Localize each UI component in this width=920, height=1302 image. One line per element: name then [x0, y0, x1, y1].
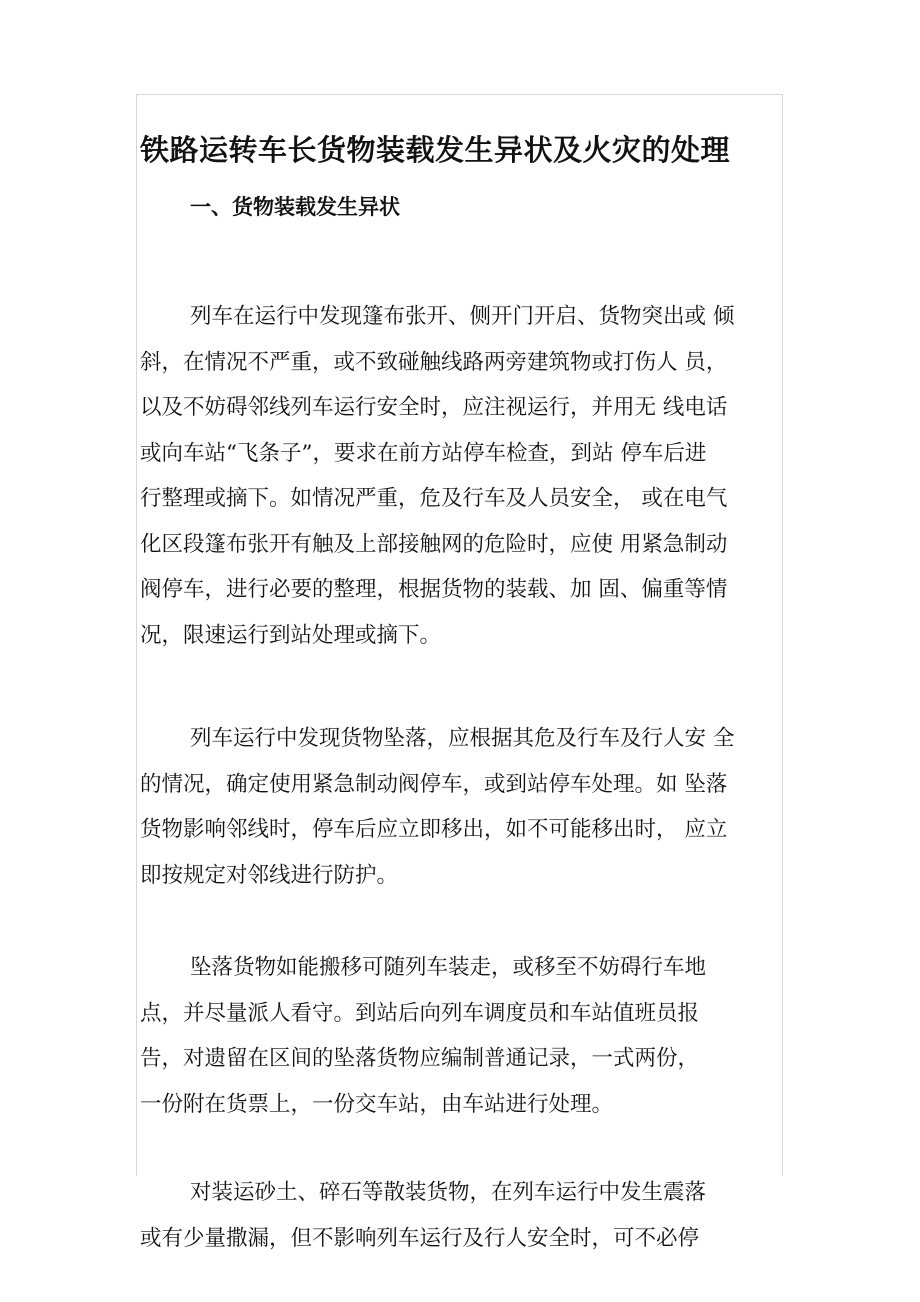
paragraph-line: 列车在运行中发现篷布张开、侧开门开启、货物突出或 倾	[190, 304, 735, 329]
paragraph-1	[140, 294, 808, 658]
paragraph-line: 斜，在情况不严重，或不致碰触线路两旁建筑物或打伤人 员，	[140, 349, 728, 375]
paragraph-line: 列车运行中发现货物坠落，应根据其危及行车及行人安 全	[190, 726, 735, 751]
document-title: 铁路运转车长货物装载发生异状及火灾的处理	[140, 133, 731, 167]
paragraph-line: 告，对遗留在区间的坠落货物应编制普通记录，一式两份，	[140, 1046, 700, 1071]
paragraph-line: 或向车站“飞条子”，要求在前方站停车检查，到站 停车后进	[140, 440, 707, 466]
paragraph-3	[140, 945, 808, 1127]
paragraph-line: 坠落货物如能搬移可随列车装走，或移至不妨碍行车地	[190, 955, 707, 980]
section-heading: 一、货物装载发生异状	[190, 195, 400, 219]
paragraph-line: 一份附在货票上，一份交车站，由车站进行处理。	[140, 1091, 614, 1117]
paragraph-line: 即按规定对邻线进行防护。	[140, 862, 399, 888]
paragraph-line: 况，限速运行到站处理或摘下。	[140, 622, 442, 648]
paragraph-4	[140, 1170, 808, 1261]
paragraph-line: 化区段篷布张开有触及上部接触网的危险时，应使 用紧急制动	[140, 531, 728, 557]
paragraph-line: 或有少量撒漏，但不影响列车运行及行人安全时，可不必停	[140, 1225, 700, 1251]
paragraph-line: 阀停车，进行必要的整理，根据货物的装载、加 固、偏重等情	[140, 577, 728, 602]
paragraph-line: 点，并尽量派人看守。到站后向列车调度员和车站值班员报	[140, 1000, 700, 1026]
paragraph-line: 对装运砂土、碎石等散装货物，在列车运行中发生震落	[190, 1180, 707, 1205]
paragraph-line: 行整理或摘下。如情况严重，危及行车及人员安全， 或在电气	[140, 486, 728, 511]
paragraph-2	[140, 716, 808, 898]
paragraph-line: 货物影响邻线时，停车后应立即移出，如不可能移出时， 应立	[140, 817, 728, 842]
paragraph-line: 的情况，确定使用紧急制动阀停车，或到站停车处理。如 坠落	[140, 771, 728, 797]
paragraph-line: 以及不妨碍邻线列车运行安全时，应注视运行，并用无 线电话	[140, 395, 728, 420]
